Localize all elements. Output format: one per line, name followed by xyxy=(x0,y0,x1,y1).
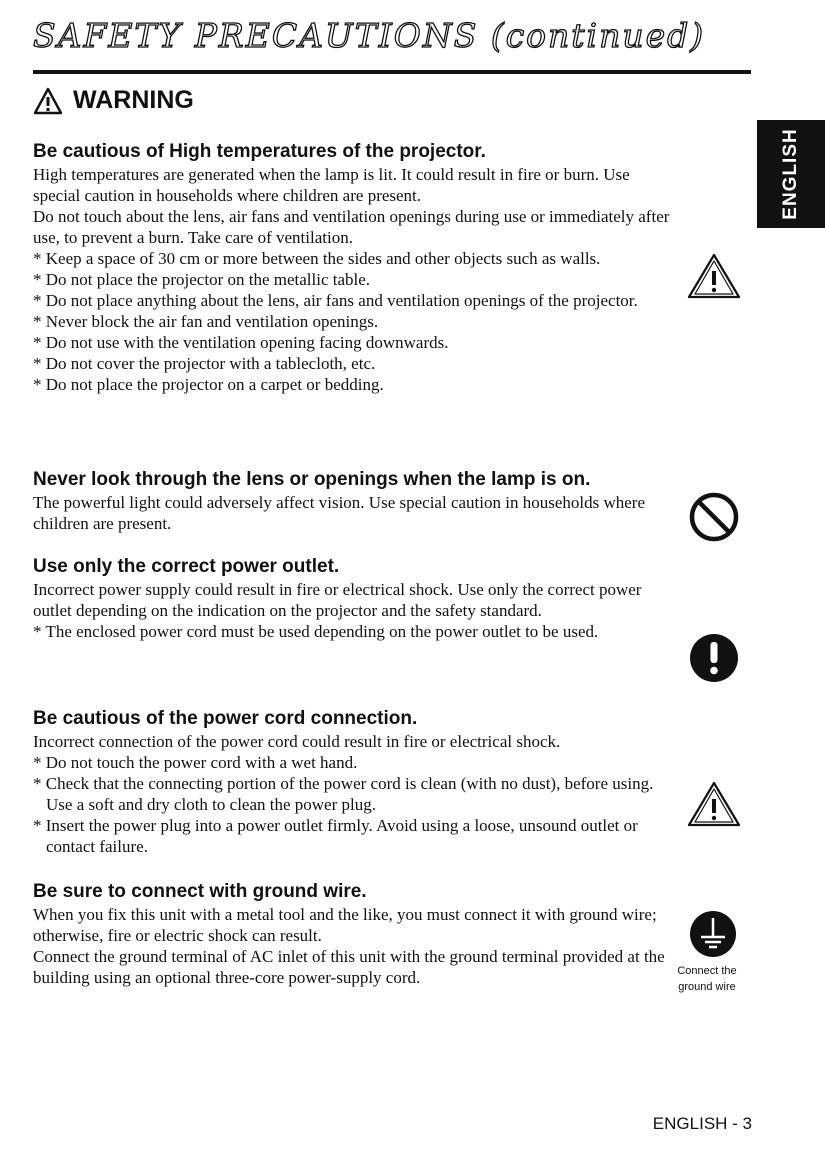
ground-wire-caption: Connect the ground wire xyxy=(677,965,737,993)
section-heading: Be sure to connect with ground wire. xyxy=(33,881,367,902)
ground-connection-icon xyxy=(688,909,738,959)
caution-triangle-icon xyxy=(686,780,742,828)
bullet-item: * Never block the air fan and ventilation openings. xyxy=(33,312,379,331)
section-heading: Use only the correct power outlet. xyxy=(33,556,340,577)
warning-triangle-icon xyxy=(33,87,63,115)
warning-label: WARNING xyxy=(73,86,194,114)
paragraph: Do not touch about the lens, air fans and ventilation openings during use or immediately after use, to prevent a burn. Take care of ventilation. xyxy=(33,207,670,247)
bullet-item: * Do not place the projector on the metallic table. xyxy=(33,270,371,289)
paragraph: Incorrect power supply could result in fire or electrical shock. Use only the correct power outlet depending on the indication on the projector and the safety standard. xyxy=(33,580,642,620)
section-correct-power-outlet xyxy=(33,556,673,642)
prohibition-icon xyxy=(688,491,740,543)
section-heading: Never look through the lens or openings when the lamp is on. xyxy=(33,469,591,490)
section-never-look-through-lens xyxy=(33,469,673,534)
bullet-item: * Insert the power plug into a power outlet firmly. Avoid using a loose, unsound outlet or contact failure. xyxy=(33,816,638,856)
section-ground-wire xyxy=(33,881,673,988)
page-footer: ENGLISH - 3 xyxy=(652,1114,752,1133)
bullet-item: * Do not place the projector on a carpet or bedding. xyxy=(33,375,384,394)
paragraph: High temperatures are generated when the lamp is lit. It could result in fire or burn. Use special caution in households where children are present. xyxy=(33,165,630,205)
bullet-item: * Do not place anything about the lens, air fans and ventilation openings of the projector. xyxy=(33,291,638,310)
paragraph: Incorrect connection of the power cord could result in fire or electrical shock. xyxy=(33,732,561,751)
language-tab xyxy=(757,120,825,228)
warning-heading xyxy=(33,86,194,115)
bullet-item: * Do not cover the projector with a tablecloth, etc. xyxy=(33,354,376,373)
paragraph: Connect the ground terminal of AC inlet of this unit with the ground terminal provided at the building using an optional three-core power-supply cord. xyxy=(33,947,665,987)
paragraph: The powerful light could adversely affect vision. Use special caution in households where children are present. xyxy=(33,493,645,533)
language-tab-label: ENGLISH xyxy=(780,128,801,220)
mandatory-action-icon xyxy=(688,632,740,684)
bullet-item: * Do not touch the power cord with a wet hand. xyxy=(33,753,358,772)
bullet-item: * Do not use with the ventilation opening facing downwards. xyxy=(33,333,449,352)
caution-triangle-icon xyxy=(686,252,742,300)
paragraph: When you fix this unit with a metal tool and the like, you must connect it with ground wire; otherwise, fire or electric shock can result. xyxy=(33,905,657,945)
bullet-item: * The enclosed power cord must be used depending on the power outlet to be used. xyxy=(33,622,599,641)
section-power-cord-connection xyxy=(33,708,673,857)
title-rule xyxy=(33,70,751,74)
page-title: SAFETY PRECAUTIONS (continued) xyxy=(33,16,706,55)
section-high-temperatures xyxy=(33,141,673,395)
section-heading: Be cautious of the power cord connection. xyxy=(33,708,418,729)
bullet-item: * Keep a space of 30 cm or more between the sides and other objects such as walls. xyxy=(33,249,601,268)
bullet-item: * Check that the connecting portion of the power cord is clean (with no dust), before using. Use a soft and dry cloth to clean the power plug. xyxy=(33,774,654,814)
section-heading: Be cautious of High temperatures of the projector. xyxy=(33,141,486,162)
